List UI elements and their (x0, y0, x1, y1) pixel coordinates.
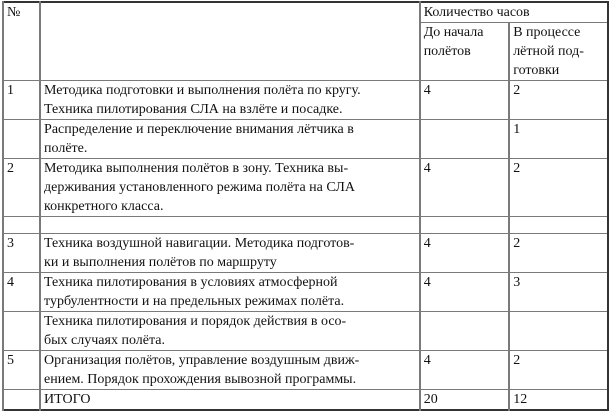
header-row (3, 2, 608, 23)
row-hours-during: 3 (509, 273, 608, 312)
row-hours-during: 2 (509, 234, 608, 273)
row-description (40, 351, 420, 390)
text-line: Распределение и переключение внимания лётчика в (44, 122, 354, 137)
row-hours-during (509, 312, 608, 351)
row-hours-before: 4 (420, 234, 510, 273)
row-hours-before (420, 217, 510, 234)
row-description (40, 234, 420, 273)
row-hours-before: 4 (420, 273, 510, 312)
header-before-flights (420, 23, 510, 81)
text-line: ением. Порядок прохождения вывозной программы. (44, 372, 357, 387)
header-line: готовки (513, 63, 560, 78)
row-number: 3 (3, 234, 40, 273)
header-line: До начала (423, 25, 484, 40)
row-hours-before: 4 (420, 159, 510, 217)
table-row (3, 273, 608, 312)
text-line: Техника пилотирования СЛА на взлёте и посадке. (44, 102, 343, 117)
header-description (40, 2, 420, 81)
row-number: 2 (3, 159, 40, 217)
row-hours-before (420, 312, 510, 351)
text-line: держивания установленного режима полёта на СЛА (44, 180, 355, 195)
text-line: Техника пилотирования и порядок действия в осо- (44, 314, 347, 329)
text-line: Методика выполнения полётов в зону. Техника вы- (44, 161, 349, 176)
total-number (3, 390, 40, 411)
table-row (3, 81, 608, 120)
text-line: Организация полётов, управление воздушным движ- (44, 353, 360, 368)
row-description (40, 159, 420, 217)
row-number (3, 217, 40, 234)
text-line: бых случаях полёта. (44, 333, 165, 348)
row-description (40, 217, 420, 234)
total-row (3, 390, 608, 411)
row-description (40, 120, 420, 159)
row-hours-before (420, 120, 510, 159)
header-line: полётов (423, 44, 471, 59)
row-hours-during: 2 (509, 351, 608, 390)
text-line: Техника воздушной навигации. Методика подготов- (44, 236, 355, 251)
total-label: ИТОГО (40, 390, 420, 411)
row-hours-before: 4 (420, 81, 510, 120)
table-row (3, 120, 608, 159)
row-number (3, 312, 40, 351)
row-hours-during: 2 (509, 81, 608, 120)
table-row-empty (3, 217, 608, 234)
text-line: полёте. (44, 141, 88, 156)
row-description (40, 273, 420, 312)
total-hours-before: 20 (420, 390, 510, 411)
header-during-training (509, 23, 608, 81)
table-row (3, 351, 608, 390)
table-row (3, 312, 608, 351)
row-number: 5 (3, 351, 40, 390)
row-number: 1 (3, 81, 40, 120)
header-line: В процессе (513, 25, 581, 40)
row-hours-during: 2 (509, 159, 608, 217)
text-line: турбулентности и на предельных режимах полёта. (44, 294, 345, 309)
text-line: Методика подготовки и выполнения полёта по кругу. (44, 83, 361, 98)
hours-table (2, 1, 609, 411)
row-number: 4 (3, 273, 40, 312)
table-row (3, 159, 608, 217)
row-description (40, 81, 420, 120)
header-line: лётной под- (513, 44, 584, 59)
text-line: конкретного класса. (44, 199, 164, 214)
row-hours-during (509, 217, 608, 234)
header-number: № (3, 2, 40, 81)
text-line: Техника пилотирования в условиях атмосферной (44, 275, 338, 290)
table-row (3, 234, 608, 273)
text-line: ки и выполнения полётов по маршруту (44, 255, 277, 270)
header-hours-group: Количество часов (420, 2, 608, 23)
row-hours-during: 1 (509, 120, 608, 159)
row-number (3, 120, 40, 159)
row-hours-before: 4 (420, 351, 510, 390)
row-description (40, 312, 420, 351)
total-hours-during: 12 (509, 390, 608, 411)
